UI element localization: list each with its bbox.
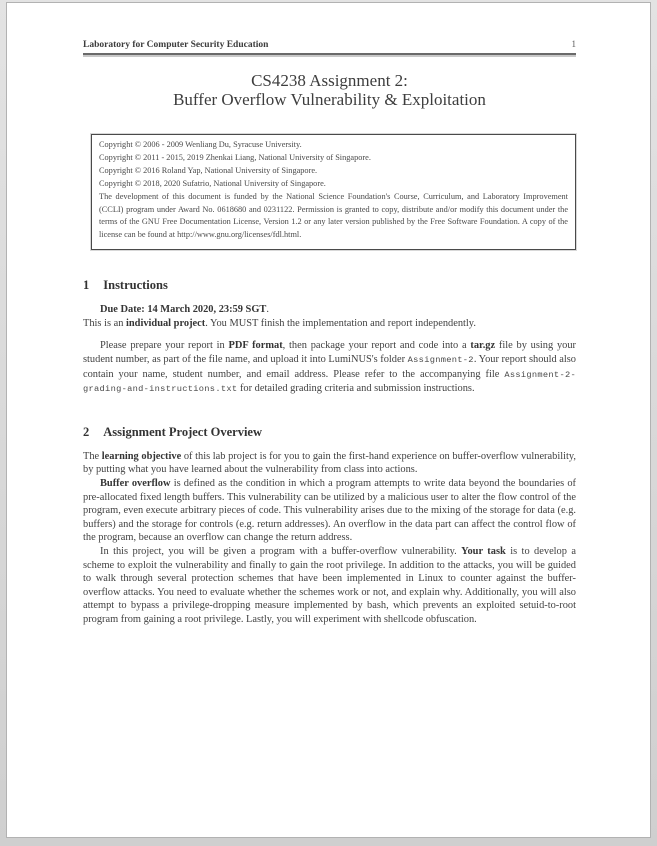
section-heading [83,425,576,440]
text-run: This is an [83,317,127,329]
bold-text-run: Your task [461,545,506,557]
text-run: for detailed grading criteria and submission instructions. [237,383,475,395]
text-run: . You MUST finish the implementation and report independently. [205,317,476,329]
bold-text-run: PDF format [228,340,283,352]
text-run: In this project, you will be given a program with a buffer-overflow vulnerability. [100,545,462,557]
copyright-credit-lines [99,139,568,191]
text-run: The [83,450,102,462]
section-number: 1 [83,278,90,293]
header-rule [83,53,576,55]
copyright-license-text: The development of this document is funded by the National Science Foundation's Course, Curriculum, and Laboratory Improvement (CCLI) program under Award No. 0618680 and 0231122. Permission is granted to copy, distribute and/or modify this document under the terms of the GNU Free Documentation License, Version 1.2 or any later version published by the Free Software Foundation. A copy of the license can be found at http://www.gnu.org/licenses/fdl.html. [99,191,568,240]
copyright-credit-line: Copyright © 2006 - 2009 Wenliang Du, Syracuse University. [99,140,302,149]
section-title: Instructions [103,278,168,293]
page-header [83,39,576,50]
paragraph [83,450,576,477]
text-run: is defined as the condition in which a program attempts to write data beyond the boundaries of pre-allocated fixed length buffers. This vulnerability can be utilized by a malicious user to alter the flow control of the program, even execute arbitrary pieces of code. This vulnerability arises due to the mixing of the storage for data (e.g. buffers) and the storage for controls (e.g. return addresses). An overflow in the data part can affect the control flow of the program, because an overflow can change the return address. [83,478,576,544]
bold-text-run: Buffer overflow [100,478,171,489]
document-sections [83,278,576,626]
document-title-line2: Buffer Overflow Vulnerability & Exploitation [173,89,486,109]
copyright-credit-line: Copyright © 2018, 2020 Sufatrio, National University of Singapore. [99,178,326,188]
bold-text-run: Due Date: 14 March 2020, 23:59 SGT [100,304,267,316]
inline-code: Assignment-2 [407,355,474,366]
copyright-credit-line: Copyright © 2016 Roland Yap, National University of Singapore. [99,165,318,175]
bold-text-run: individual project [126,317,206,329]
section-heading [83,278,576,293]
running-header-title: Laboratory for Computer Security Education [83,40,269,50]
paragraph [83,339,576,396]
section-number: 2 [83,424,90,439]
text-run: of this lab project is for you to gain the first-hand experience on buffer-overflow vulnerability, by putting what you have learned about the vulnerability from class into actions. [83,450,576,476]
inline-code: Assignment-2-grading-and-instructions.txt [83,369,576,395]
paragraph [83,303,576,330]
document-title-line1: CS4238 Assignment 2: [251,71,408,90]
copyright-credit-line: Copyright © 2011 - 2015, 2019 Zhenkai Liang, National University of Singapore. [99,152,371,162]
text-run: . [266,304,269,316]
page-number: 1 [571,39,576,49]
paragraph [83,477,576,545]
text-run: is to develop a scheme to exploit the vulnerability and finally to gain the root privilege. In addition to the attacks, you will be guided to walk through several protection schemes that have been implemented in Linux to counter against the buffer-overflow attacks. You need to evaluate whether the schemes work or not, and explain why. Additionally, you will also attempt to bypass a privilege-dropping measure implemented by bash, which prevents an exploited setuid-to-root program from gaining a root privilege. Lastly, you will experiment with shellcode obfuscation. [83,545,576,625]
document-page [6,2,651,838]
bold-text-run: learning objective [101,450,182,462]
text-run: Please prepare your report in [100,340,229,352]
copyright-box [91,134,576,250]
text-run: file by using your student number, as part of the file name, and upload it into LumiNUS's folder [83,340,576,366]
document-title [83,72,576,109]
bold-text-run: tar.gz [470,340,496,352]
paragraph [83,545,576,627]
text-run: . Your report should also contain your name, student number, and email address. Please refer to the accompanying file [83,354,577,380]
text-run: , then package your report and code into a [282,340,471,352]
section-title: Assignment Project Overview [103,424,263,439]
